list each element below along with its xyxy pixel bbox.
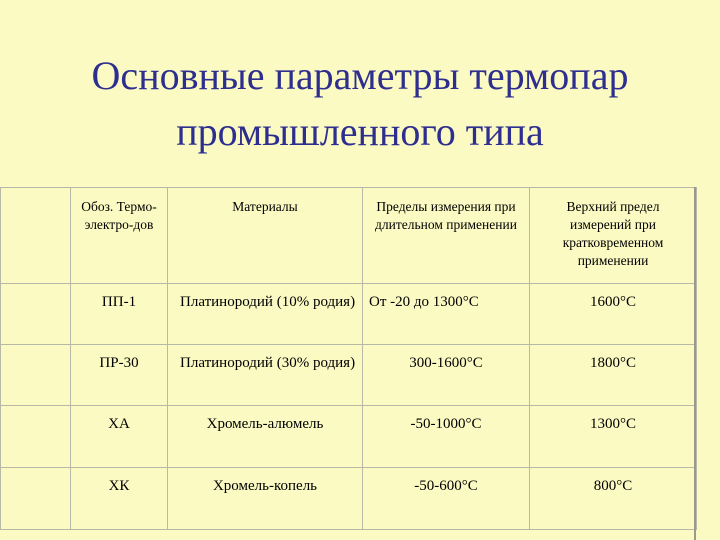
header-short-term-limit: Верхний предел измерений при кратковременном применении <box>530 188 697 284</box>
cell-designation: ХА <box>71 406 168 468</box>
table-row <box>1 468 697 530</box>
row-gutter-cell <box>1 345 71 406</box>
cell-short-term-limit: 1600°С <box>530 284 697 345</box>
cell-designation: ХК <box>71 468 168 530</box>
cell-long-term-range: -50-1000°С <box>363 406 530 468</box>
table-row <box>1 284 697 345</box>
cell-long-term-range: -50-600°С <box>363 468 530 530</box>
cell-materials: Хромель-алюмель <box>168 406 363 468</box>
table-right-edge-divider <box>694 187 696 540</box>
cell-designation: ПП-1 <box>71 284 168 345</box>
cell-long-term-range: 300-1600°С <box>363 345 530 406</box>
cell-short-term-limit: 1800°С <box>530 345 697 406</box>
header-designation: Обоз. Термо-электро-дов <box>71 188 168 284</box>
cell-long-term-range: От -20 до 1300°С <box>363 284 530 345</box>
table-row <box>1 406 697 468</box>
thermocouple-parameters-table <box>0 187 697 530</box>
header-gutter-cell <box>1 188 71 284</box>
slide-title <box>0 48 720 160</box>
header-long-term-range: Пределы измерения при длительном применении <box>363 188 530 284</box>
cell-short-term-limit: 1300°С <box>530 406 697 468</box>
table-header-row <box>1 188 697 284</box>
slide-title-line-2: промышленного типа <box>176 109 544 154</box>
table-row <box>1 345 697 406</box>
cell-materials: Платинородий (30% родия) <box>168 345 363 406</box>
cell-designation: ПР-30 <box>71 345 168 406</box>
cell-materials: Платинородий (10% родия) <box>168 284 363 345</box>
row-gutter-cell <box>1 468 71 530</box>
row-gutter-cell <box>1 406 71 468</box>
header-materials: Материалы <box>168 188 363 284</box>
cell-short-term-limit: 800°С <box>530 468 697 530</box>
slide-title-line-1: Основные параметры термопар <box>91 53 629 98</box>
cell-materials: Хромель-копель <box>168 468 363 530</box>
row-gutter-cell <box>1 284 71 345</box>
